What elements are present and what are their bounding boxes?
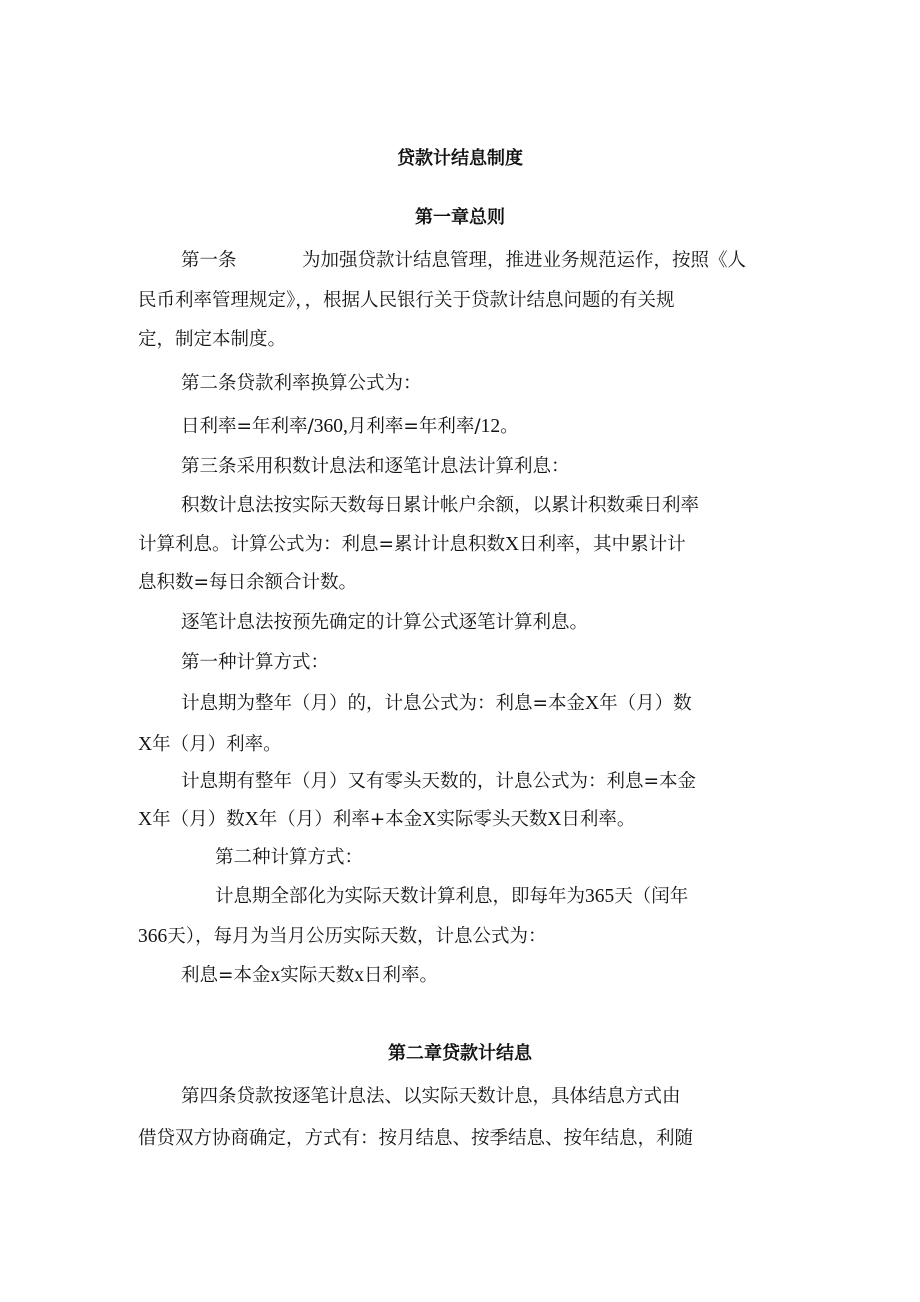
- method-2-line-3: [181, 964, 438, 988]
- article-3-line-2: 积数计息法按实际天数每日累计帐户余额，以累计积数乘日利率: [181, 495, 700, 516]
- article-3-line-4: 息积数=每日余额合计数。: [138, 572, 358, 593]
- text-run: 计算利息。计算公式为：利息=累计计息积数: [138, 534, 506, 555]
- article-2-formula: [181, 415, 519, 439]
- text-run: 实际零头天数: [436, 809, 548, 830]
- text-run: 天（闰年: [614, 886, 689, 907]
- article-3-line-5: 逐笔计息法按预先确定的计算公式逐笔计算利息。: [181, 612, 589, 633]
- method-2-title: 第二种计算方式：: [215, 847, 364, 868]
- text-run: 年（月）利率+本金: [258, 809, 423, 830]
- text-run: 实际天数: [280, 965, 355, 986]
- text-run: 计息期为整年（月）的，计息公式为：利息=本金: [181, 693, 586, 714]
- text-run: 计息期全部化为实际天数计算利息，即每年为: [215, 886, 586, 907]
- method-2-line-2: [138, 925, 547, 949]
- article-3-line-3: [138, 533, 686, 557]
- article-1-line-3: 定，制定本制度。: [138, 329, 287, 350]
- method-1-line-1: [181, 692, 692, 716]
- chapter-1-heading: 第一章总则: [415, 207, 505, 228]
- multiply-symbol: x: [270, 965, 281, 986]
- multiply-symbol: X: [138, 809, 153, 830]
- article-1-line-2: 民币利率管理规定》，，根据人民银行关于贷款计结息问题的有关规: [138, 290, 675, 311]
- formula-text: 日利率=年利率/: [181, 416, 314, 437]
- formula-number: 12: [480, 416, 501, 437]
- text-run: 年（月）数: [599, 693, 692, 714]
- multiply-symbol: X: [547, 809, 562, 830]
- text-run: 日利率。: [364, 965, 439, 986]
- multiply-symbol: X: [585, 693, 600, 714]
- method-1-line-3: 计息期有整年（月）又有零头天数的，计息公式为：利息=本金: [181, 771, 697, 792]
- article-3-line-1: 第三条采用积数计息法和逐笔计息法计算利息：: [181, 456, 570, 477]
- multiply-symbol: X: [505, 534, 520, 555]
- number-run: 365: [585, 886, 615, 907]
- method-2-line-1: [215, 885, 688, 909]
- method-1-line-2: [138, 733, 282, 757]
- article-4-line-1: 第四条贷款按逐笔计息法、以实际天数计息，具体结息方式由: [181, 1086, 681, 1107]
- text-run: 利息=本金: [181, 965, 271, 986]
- number-run: 366: [138, 926, 168, 947]
- article-1-label: 第一条: [181, 250, 237, 271]
- method-1-line-4: [138, 808, 635, 832]
- chapter-2-heading: 第二章贷款计结息: [388, 1043, 532, 1064]
- multiply-symbol: X: [422, 809, 437, 830]
- formula-text: 。: [500, 416, 519, 437]
- document-title: 贷款计结息制度: [397, 148, 523, 169]
- text-run: 天），每月为当月公历实际天数，计息公式为：: [167, 926, 547, 947]
- multiply-symbol: X: [244, 809, 259, 830]
- formula-number: 360,: [313, 416, 348, 437]
- text-run: 年（月）利率。: [152, 734, 282, 755]
- multiply-symbol: X: [138, 734, 153, 755]
- multiply-symbol: x: [354, 965, 365, 986]
- article-1-line-1: 为加强贷款计结息管理，推进业务规范运作，按照《人: [302, 250, 747, 271]
- article-2-line-1: 第二条贷款利率换算公式为：: [181, 373, 422, 394]
- formula-text: 月利率=年利率/: [347, 416, 481, 437]
- article-4-line-2: 借贷双方协商确定，方式有：按月结息、按季结息、按年结息，利随: [138, 1128, 694, 1149]
- method-1-title: 第一种计算方式：: [181, 652, 330, 673]
- text-run: 日利率，其中累计计: [519, 534, 686, 555]
- text-run: 年（月）数: [152, 809, 245, 830]
- text-run: 日利率。: [561, 809, 636, 830]
